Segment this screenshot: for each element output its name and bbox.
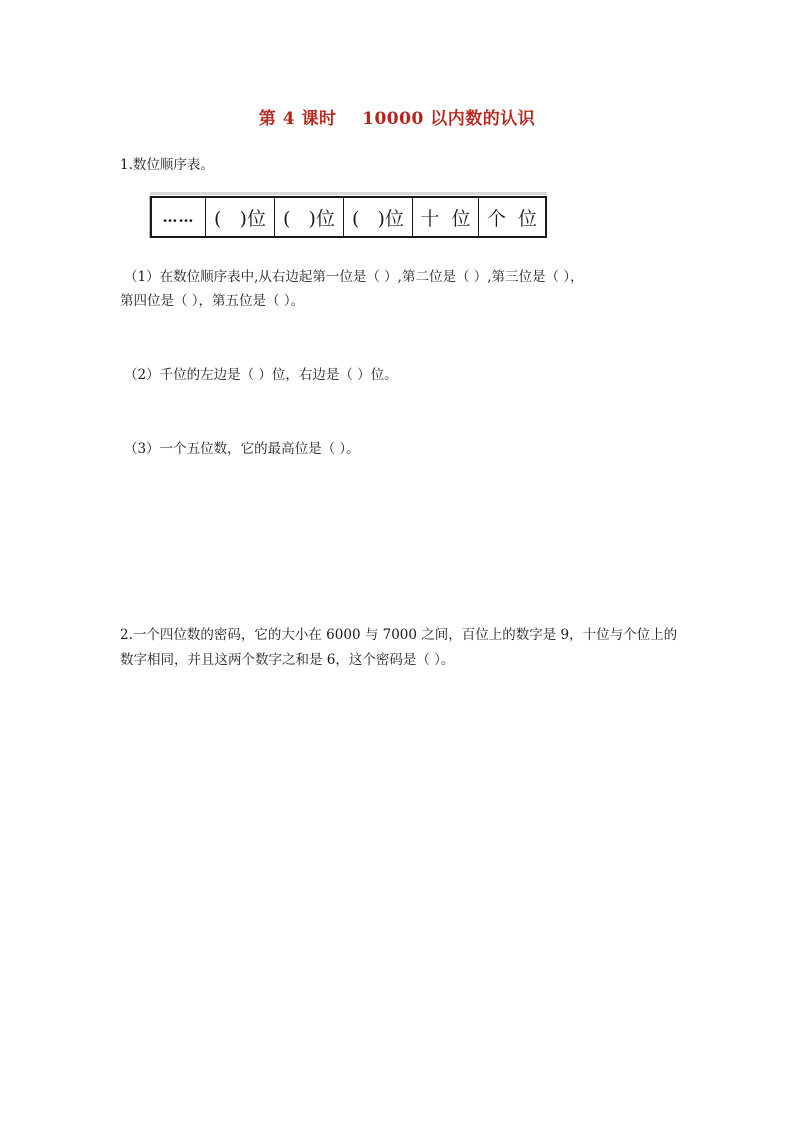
question-2-line-1: 2.一个四位数的密码，它的大小在 6000 与 7000 之间，百位上的数字是 9，十位与个位上的: [120, 627, 678, 643]
question-1-part-2: （2）千位的左边是（ ）位，右边是（ ）位。: [124, 367, 398, 383]
question-1-part-1-line-1: （1）在数位顺序表中,从右边起第一位是（ ）,第二位是（ ）,第三位是（ ），: [124, 269, 584, 285]
table-cell-blank-place-2: ( )位: [275, 198, 344, 236]
place-value-table: [150, 196, 547, 238]
table-cell-blank-place-3: ( )位: [344, 198, 413, 236]
question-1-part-3: （3）一个五位数，它的最高位是（ ）。: [124, 441, 360, 457]
table-cell-blank-place-1: ( )位: [206, 198, 275, 236]
table-cell-ones-place: 个 位: [486, 207, 538, 230]
table-cell-ellipsis: ……: [152, 198, 206, 236]
table-cell-tens-place: 十 位: [413, 198, 479, 236]
question-2-line-2: 数字相同，并且这两个数字之和是 6，这个密码是（ ）。: [120, 652, 455, 668]
question-1-heading: 1.数位顺序表。: [120, 157, 214, 173]
question-1-part-1-line-2: 第四位是（ ），第五位是（ ）。: [120, 293, 305, 309]
lesson-title: 第 4 课时 10000 以内数的认识: [258, 109, 536, 129]
